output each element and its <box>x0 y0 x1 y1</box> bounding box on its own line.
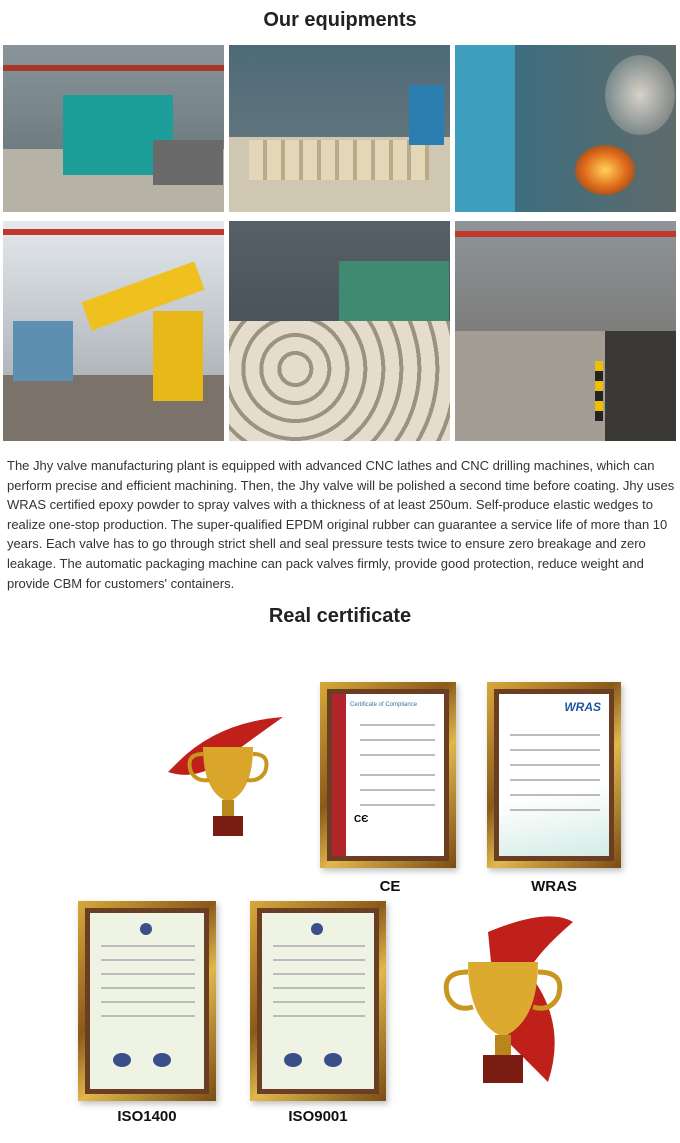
wras-label: WRAS <box>531 878 577 895</box>
equipment-photo-2 <box>229 45 450 212</box>
certificates-heading: Real certificate <box>268 605 412 627</box>
iso1400-label: ISO1400 <box>117 1108 177 1125</box>
equipment-photo-5 <box>229 221 450 441</box>
wras-logo: WRAS <box>564 700 601 714</box>
equipments-description: The Jhy valve manufacturing plant is equipped with advanced CNC lathes and CNC drilling machines, which can perform precise and efficient machining. Then, the Jhy valve will be polished a second time before coating. Jhy uses WRAS certified epoxy powder to spray valves with a thickness of at least 250um. Self-produce elastic wedges to realize one-stop production. The super-qualified EPDM original rubber can guarantee a service life of more than 10 years. Each valve has to go through strict shell and seal pressure tests twice to ensure zero breakage and zero leakage. The automatic packaging machine can pack valves firmly, provide good protection, reduce weight and provide CBM for customers' containers. <box>7 458 675 591</box>
trophy-icon <box>158 712 288 842</box>
trophy-icon <box>428 912 578 1092</box>
ce-label: CE <box>379 878 401 895</box>
iso9001-label: ISO9001 <box>288 1108 348 1125</box>
wras-certificate[interactable] <box>487 682 621 868</box>
iso1400-certificate[interactable] <box>78 901 216 1101</box>
equipment-photo-4 <box>3 221 224 441</box>
equipment-photo-1 <box>3 45 224 212</box>
ce-certificate-heading: Certificate of Compliance <box>350 702 418 708</box>
iso9001-certificate[interactable] <box>250 901 386 1101</box>
ce-certificate[interactable]: Certificate of Compliance CЄ <box>320 682 456 868</box>
equipments-heading: Our equipments <box>263 9 417 31</box>
equipment-photo-6 <box>455 221 676 441</box>
equipment-photo-3 <box>455 45 676 212</box>
